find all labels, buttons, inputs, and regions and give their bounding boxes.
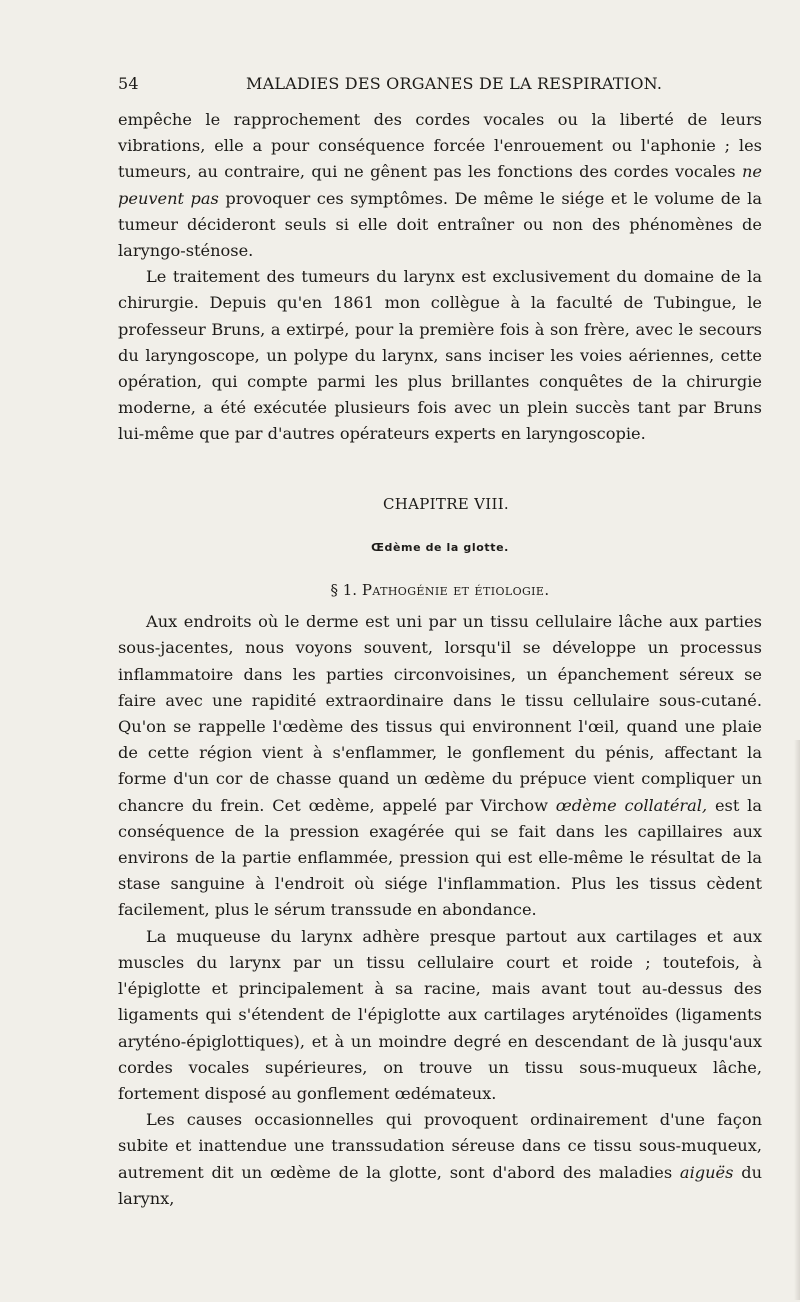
paragraph-1-text-b: provoquer ces symptômes. De même le siége et le volume de la tumeur décideront seuls si elle doit entraîner ou non des phénomènes de laryngo-sténose. [118,188,762,261]
paragraph-3-italic: œdème collatéral, [555,795,708,815]
body-text [118,107,762,1212]
page-number: 54 [118,74,139,93]
chapter-title: CHAPITRE VIII. [382,494,509,513]
paragraph-5-italic: aiguës [679,1162,734,1182]
paragraph-4: La muqueuse du larynx adhère presque partout aux cartilages et aux muscles du larynx par un tissu cellulaire court et roide ; toutefois, à l'épiglotte et principalement à sa racine, mais avant tout au-dessus des ligaments qui s'étendent de l'épiglotte aux cartilages aryténoïdes (ligaments aryténo-épiglottiques), et à un moindre degré en descendant de là jusqu'aux cordes vocales supérieures, on trouve un tissu sous-muqueux lâche, fortement disposé au gonflement œdémateux. [118,926,762,1103]
section-heading [118,577,762,603]
paragraph-5-text-a: Les causes occasionnelles qui provoquent ordinairement d'une façon subite et inattendue une transsudation séreuse dans ce tissu sous-muqueux, autrement dit un œdème de la glotte, sont d'abord des maladies [118,1110,762,1182]
chapter-subtitle: Œdème de la glotte. [371,540,509,554]
paragraph-5-text-b: du larynx, [118,1162,762,1208]
running-title: MALADIES DES ORGANES DE LA RESPIRATION. [246,74,663,93]
paragraph-1 [118,107,762,264]
paragraph-1-text-a: empêche le rapprochement des cordes vocales ou la liberté de leurs vibrations, elle a pour conséquence forcée l'enrouement ou l'aphonie ; les tumeurs, au contraire, qui ne gênent pas les fonctions des cordes vocales [118,110,762,182]
section-title: Pathogénie et étiologie. [361,581,550,600]
section-mark: § 1. [330,581,358,600]
paragraph-3-text-b: est la conséquence de la pression exagérée qui se fait dans les capillaires aux environs de la partie enflammée, pression qui est elle-même le résultat de la stase sanguine à l'endroit où siége l'inflammation. Plus les tissus cèdent facilement, plus le sérum transsude en abondance. [118,795,762,920]
paragraph-1-italic: ne peuvent pas [118,162,762,208]
paragraph-5 [118,1107,762,1212]
paragraph-2: Le traitement des tumeurs du larynx est exclusivement du domaine de la chirurgie. Depuis qu'en 1861 mon collègue à la faculté de Tubingue, le professeur Bruns, a extirpé, pour la première fois à son frère, avec le secours du laryngoscope, un polype du larynx, sans inciser les voies aériennes, cette opération, qui compte parmi les plus brillantes conquêtes de la chirurgie moderne, a été exécutée plusieurs fois avec un plein succès tant par Bruns lui-même que par d'autres opérateurs experts en laryngoscopie. [118,267,762,444]
paragraph-3 [118,609,762,923]
paragraph-3-text-a: Aux endroits où le derme est uni par un tissu cellulaire lâche aux parties sous-jacentes, nous voyons souvent, lorsqu'il se développe un processus inflammatoire dans les parties circonvoisines, un épanchement séreux se faire avec une rapidité extraordinaire dans le tissu cellulaire sous-cutané. Qu'on se rappelle l'œdème des tissus qui environnent l'œil, quand une plaie de cette région vient à s'enflammer, le gonflement du pénis, affectant la forme d'un cor de chasse quand un œdème du prépuce vient compliquer un chancre du frein. Cet œdème, appelé par Virchow [118,612,762,815]
page-edge-shadow [794,740,800,1300]
